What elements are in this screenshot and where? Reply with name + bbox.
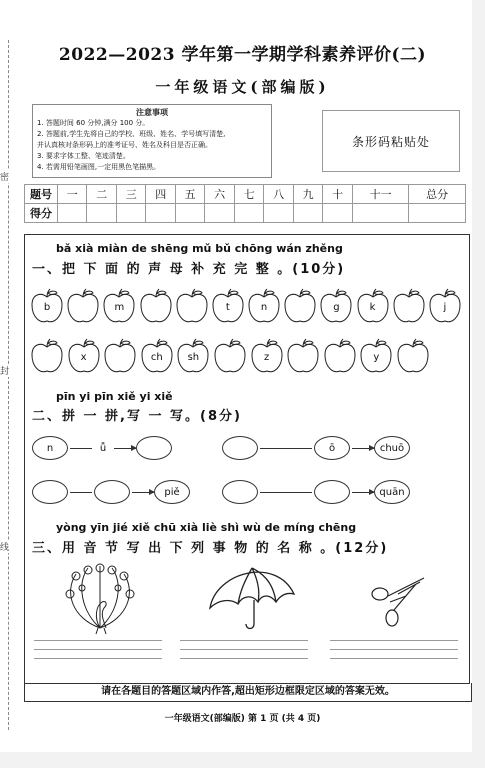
pinyin-oval[interactable]: n [32,436,68,460]
pinyin-oval[interactable]: quān [374,480,410,504]
score-cell[interactable] [58,204,87,223]
pinyin-oval[interactable] [314,480,350,504]
connector-line [70,448,92,449]
score-cell[interactable] [205,204,234,223]
q1-apple-row-1 [30,288,462,326]
score-header-cell: 六 [205,185,234,204]
apple-icon[interactable] [323,338,357,376]
notice-item: 2. 答题前,学生先将自己的学校、班级、姓名、学号填写清楚, [37,130,226,138]
apple-icon[interactable] [319,288,353,326]
connector-line [260,492,312,493]
apple-icon[interactable] [66,288,100,326]
score-header-cell: 十一 [352,185,409,204]
apple-icon[interactable] [67,338,101,376]
score-header-cell: 总分 [409,185,466,204]
scissors-picture [370,572,430,628]
score-cell[interactable] [352,204,409,223]
apple-icon[interactable] [359,338,393,376]
apple-icon[interactable] [250,338,284,376]
score-header-cell: 二 [87,185,116,204]
score-header-cell: 九 [293,185,322,204]
score-table [24,184,466,223]
score-cell[interactable] [146,204,175,223]
exam-title: 2022—2023 学年第一学期学科素养评价(二) [58,45,427,65]
exam-subtitle: 一年级语文(部编版) [155,78,330,96]
q3-pinyin: yòng yīn jié xiě chū xià liè shì wù de míng chēng [56,521,357,534]
pinyin-oval[interactable] [222,436,258,460]
margin-char-mi: 密 [0,170,9,183]
q2-chain-3 [32,480,190,504]
initial-letter: sh [187,352,200,363]
q3-heading: 三、用 音 节 写 出 下 列 事 物 的 名 称 。(12分) [32,541,389,556]
arrow-icon [352,448,374,449]
q2-chain-4 [222,480,410,504]
score-table-score-row [25,204,466,223]
apple-icon[interactable] [175,288,209,326]
notice-box [32,104,272,178]
initial-letter: j [443,302,447,313]
initial-letter: b [43,302,51,313]
score-cell[interactable] [87,204,116,223]
score-header-cell: 七 [234,185,263,204]
score-table-header-row [25,185,466,204]
apple-icon[interactable] [102,288,136,326]
score-header-cell: 五 [175,185,204,204]
apple-icon[interactable] [211,288,245,326]
initial-letter: z [263,352,270,363]
score-cell[interactable] [293,204,322,223]
margin-char-feng: 封 [0,364,9,377]
q1-heading: 一、把 下 面 的 声 母 补 充 完 整 。(10分) [32,262,346,277]
pinyin-oval[interactable] [94,480,130,504]
barcode-area: 条形码粘贴处 [322,110,460,172]
apple-icon[interactable] [247,288,281,326]
q2-chain-2 [222,436,410,460]
initial-letter: ch [150,352,163,363]
q2-pinyin: pīn yi pīn xiě yi xiě [56,390,173,403]
score-cell[interactable] [264,204,293,223]
connector-line [260,448,312,449]
apple-icon[interactable] [286,338,320,376]
writing-lines-2[interactable] [180,640,308,667]
apple-icon[interactable] [176,338,210,376]
apple-icon[interactable] [103,338,137,376]
initial-letter: n [260,302,268,313]
initial-letter: y [373,352,380,363]
initial-letter: m [114,302,125,313]
pinyin-oval[interactable] [222,480,258,504]
connector-line [70,492,92,493]
writing-lines-3[interactable] [330,640,458,667]
apple-icon[interactable] [30,288,64,326]
initial-letter: k [369,302,376,313]
pinyin-oval[interactable]: chuō [374,436,410,460]
q1-pinyin: bǎ xià miàn de shēng mǔ bǔ chōng wán zhěng [56,242,343,255]
binding-margin-line [8,40,9,730]
score-header-cell: 八 [264,185,293,204]
apple-icon[interactable] [140,338,174,376]
apple-icon[interactable] [392,288,426,326]
apple-icon[interactable] [213,338,247,376]
peacock-picture [62,562,138,634]
notice-item: 1. 答题时间 60 分钟,满分 100 分。 [37,119,150,127]
umbrella-picture [206,562,298,632]
score-cell[interactable] [323,204,352,223]
apple-icon[interactable] [283,288,317,326]
page-footer: 一年级语文(部编版) 第 1 页 (共 4 页) [164,714,321,724]
q2-heading: 二、拼 一 拼,写 一 写。(8分) [32,409,242,424]
pinyin-oval[interactable]: piě [154,480,190,504]
score-cell[interactable] [234,204,263,223]
score-cell[interactable] [409,204,466,223]
margin-char-xian: 线 [0,540,9,553]
score-header-cell: 四 [146,185,175,204]
score-header-cell: 题号 [25,185,58,204]
score-cell[interactable] [116,204,145,223]
apple-icon[interactable] [30,338,64,376]
apple-icon[interactable] [356,288,390,326]
pinyin-oval[interactable]: ō [314,436,350,460]
score-header-cell: 十 [323,185,352,204]
score-header-cell: 一 [58,185,87,204]
arrow-icon [114,448,136,449]
arrow-icon [352,492,374,493]
notice-item: 4. 若需用铅笔画图,一定用黑色笔描黑。 [37,163,161,171]
notice-heading: 注意事项 [136,108,168,117]
notice-item: 并认真核对条形码上的准考证号、姓名及科目是否正确。 [37,141,212,149]
answer-area-note: 请在各题目的答题区域内作答,超出矩形边框限定区域的答案无效。 [24,683,472,702]
arrow-icon [132,492,154,493]
q2-chain-1 [32,436,172,460]
score-cell[interactable] [175,204,204,223]
apple-icon[interactable] [396,338,430,376]
apple-icon[interactable] [428,288,462,326]
writing-lines-1[interactable] [34,640,162,667]
score-header-cell: 三 [116,185,145,204]
apple-icon[interactable] [139,288,173,326]
initial-letter: x [80,352,87,363]
initial-letter: t [225,302,230,313]
q1-apple-row-2 [30,338,430,376]
notice-item: 3. 要求字体工整、笔迹清楚。 [37,152,130,160]
score-row-label: 得分 [25,204,58,223]
pinyin-oval[interactable] [136,436,172,460]
pinyin-oval[interactable] [32,480,68,504]
pinyin-final: ǚ [99,442,107,454]
initial-letter: g [333,302,340,313]
